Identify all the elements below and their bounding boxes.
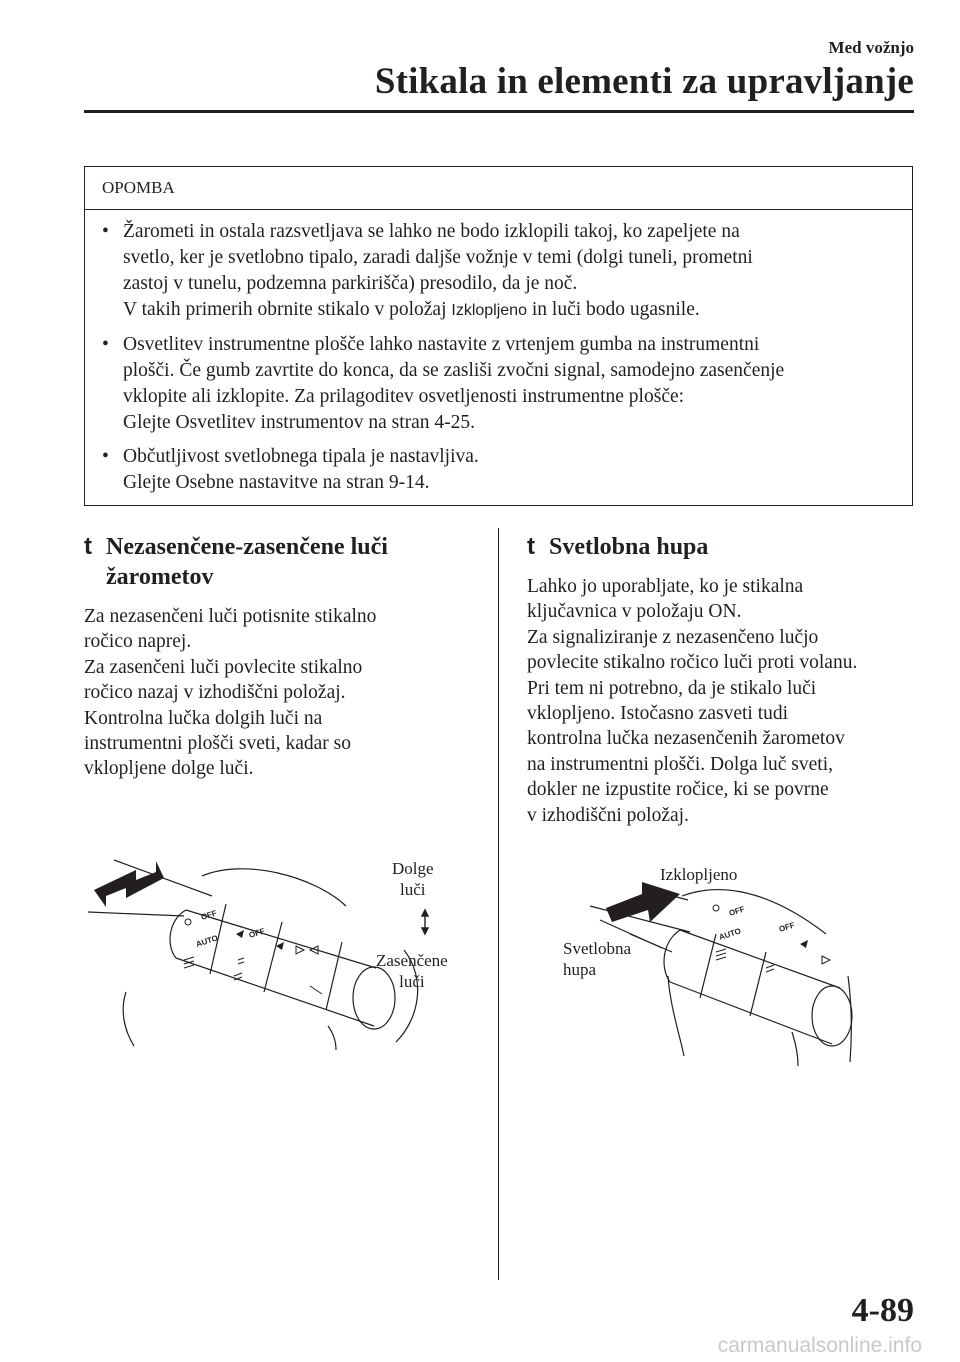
stalk-off-marking: OFF [777,920,796,934]
pull-arrow-icon [606,882,680,922]
heading-line: Svetlobna hupa [549,534,709,560]
fog-light-icon [766,965,774,972]
body-line: vklopljeno. Istočasno zasveti tudi [527,703,789,725]
heading-bullet: t [84,533,92,560]
stalk-end-cap [812,986,852,1046]
column-divider [498,528,499,1280]
stalk-base [170,910,186,958]
steering-column-line [88,912,184,916]
note-line: • Občutljivost svetlobnega tipala je nastavljiva. [123,446,479,467]
body-line: vklopljene dolge luči. [84,758,254,780]
stalk-off-marking: OFF [727,904,746,918]
headlight-symbol-icon [716,949,726,960]
note-box [84,166,913,506]
note-line: svetlo, ker je svetlobno tipalo, zaradi daljše vožnje v temi (dolgi tuneli, prometni [123,247,753,268]
note-list [85,219,912,496]
light-symbol-icon [713,905,719,911]
body-line: na instrumentni plošči. Dolga luč sveti, [527,753,833,775]
left-column [84,532,484,782]
note-line: Glejte Osvetlitev instrumentov na stran 4-25. [123,412,476,433]
stalk-off-marking: OFF [247,926,266,940]
stalk-base [664,930,680,982]
note-line: plošči. Če gumb zavrtite do konca, da se zasliši zvočni signal, samodejno zasenčenje [123,360,785,381]
body-line: v izhodiščni položaj. [527,804,689,826]
label-flash-to-pass: Svetlobna hupa [563,939,631,979]
note-line: Glejte Osebne nastavitve na stran 9-14. [123,472,430,493]
stalk-body-top [680,930,840,988]
body-line: Za nezasenčeni luči potisnite stikalno [84,606,377,627]
watermark: carmanualsonline.info [717,1334,922,1357]
ring-divider [326,942,342,1010]
note-text: in luči bodo ugasnile. [526,299,700,320]
note-line [123,297,902,324]
heading-line: žarometov [106,564,214,590]
note-line: vklopite ali izklopite. Za prilagoditev osvetljenosti instrumentne plošče: [123,386,685,407]
label-off-position: Izklopljeno [660,865,738,884]
ring-divider [750,952,766,1016]
leader-line-flash [630,934,672,952]
body-line: ročico naprej. [84,631,192,653]
headlight-symbol-icon [184,957,194,968]
note-line: • Osvetlitev instrumentne plošče lahko nastavite z vrtenjem gumba na instrumentni [123,334,760,355]
stalk-off-marking: OFF [199,908,218,922]
section-heading-high-low-beam [84,532,484,592]
body-line: Za zasenčeni luči povlecite stikalno [84,656,363,678]
turn-signal-icon [822,956,830,964]
switch-position-label: Izklopljeno [451,302,527,319]
label-high-beam: Dolge luči [392,859,434,899]
body-line: Za signaliziranje z nezasenčeno lučjo [527,626,819,648]
section-name: Med vožnjo [828,38,914,57]
push-pull-arrow-icon [94,861,164,907]
heading-line: Nezasenčene-zasenčene luči [106,534,388,560]
note-item [123,332,902,436]
section-heading-flash [527,532,927,562]
body-line: Lahko jo uporabljate, ko je stikalna [527,576,804,597]
position-marker-icon [276,942,284,950]
header-rule [84,110,914,113]
lever-lower-line [668,976,684,1056]
lever-lower-line [123,992,134,1046]
stalk-housing [682,890,826,934]
page-number: 4-89 [851,1292,914,1329]
ring-divider [700,934,716,998]
position-marker-icon [800,940,808,948]
body-line: povlecite stikalno ročico luči proti volanu. [527,652,858,674]
note-line: • Žarometi in ostala razsvetljava se lahko ne bodo izklopili takoj, ko zapeljete na [123,221,740,242]
heading-bullet: t [527,533,535,560]
stalk-auto-marking: AUTO [194,933,220,949]
body-line: Kontrolna lučka dolgih luči na [84,707,323,729]
fog-light-icon [238,958,244,964]
note-text: V takih primerih obrnite stikalo v položaj [123,299,452,320]
note-item [123,219,902,324]
body-line: dokler ne izpustite ročice, ki se povrne [527,779,829,801]
ring-divider [264,922,282,992]
body-line: Pri tem ni potrebno, da je stikalo luči [527,677,817,699]
body-line: ključavnica v položaju ON. [527,601,742,623]
note-line: zastoj v tunelu, podzemna parkirišča) presodilo, da je noč. [123,273,578,294]
note-item [123,444,902,496]
body-line: kontrolna lučka nezasenčenih žarometov [527,728,845,750]
body-text [84,604,484,782]
stalk-auto-marking: AUTO [717,926,743,942]
stalk-body-bottom [176,958,374,1026]
position-marker-icon [236,930,244,938]
label-low-beam: Zasenčene luči [376,951,448,991]
light-symbol-icon [185,919,191,925]
body-line: instrumentni plošči sveti, kadar so [84,733,352,755]
right-column [527,532,927,828]
body-text [527,574,927,828]
stalk-housing [202,869,346,906]
chapter-title: Stikala in elementi za upravljanje [374,61,914,102]
note-title: OPOMBA [85,167,912,210]
body-line: ročico nazaj v izhodiščni položaj. [84,682,346,704]
